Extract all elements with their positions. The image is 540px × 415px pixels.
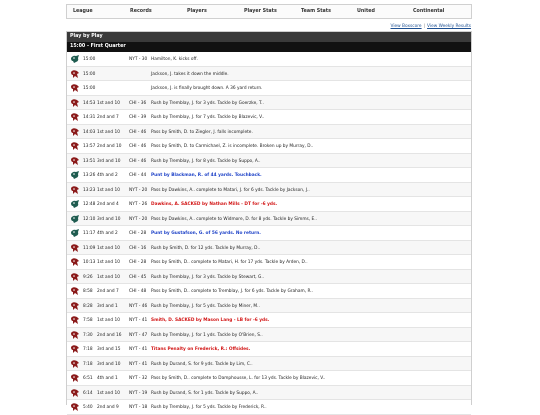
chi-team-logo-icon [70,127,80,137]
play-time: 12:48 [83,202,96,207]
nav-league[interactable]: League [73,9,93,14]
play-row [67,197,471,212]
chi-team-logo-icon [70,330,80,340]
play-description: Rush by Durand, S. for 9 yds. Tackle by Lim, C.. [151,361,253,367]
play-down: 1st and 10 [97,318,120,323]
play-time: 7:58 [83,318,93,323]
play-row [67,299,471,314]
play-down: 2nd and 7 [97,289,119,294]
chi-team-logo-icon [70,359,80,369]
play-time: 13:57 [83,144,96,149]
play-spot: NYT - 41 [129,318,148,323]
chi-team-logo-icon [70,286,80,296]
play-time: 12:10 [83,216,96,222]
play-down: 3rd and 15 [97,347,121,352]
play-row [67,110,471,125]
play-spot: CHI - 46 [129,144,147,149]
chi-team-logo-icon [70,243,80,253]
chi-team-logo-icon [70,388,80,398]
play-description: Rush by Tremblay, J. for 3 yds. Tackle by Goerzke, T.. [151,100,264,106]
play-description: Pass by Dawkins, A.. complete to Widmore, D. for 8 yds. Tackle by Simms, E.. [151,216,317,222]
play-time: 14:53 [83,100,96,106]
chi-team-logo-icon [70,141,80,151]
play-down: 4th and 2 [97,231,118,236]
nyt-team-logo-icon [70,54,80,64]
play-spot: NYT - 47 [129,332,148,338]
play-down: 1st and 10 [97,129,120,135]
play-spot: CHI - 44 [129,173,147,178]
quarter-title: 15:00 - First Quarter [67,42,471,52]
play-time: 15:00 [83,86,96,91]
nav-player-stats[interactable]: Player Stats [244,9,277,14]
play-description: Pass by Smith, D.. complete to Damphousse, L. for 13 yds. Tackle by Blazevic, V.. [151,376,326,381]
play-description: Rush by Tremblay, J. for 8 yds. Tackle by Suppo, A.. [151,158,261,164]
play-spot: CHI - 46 [129,158,147,164]
nav-team-stats[interactable]: Team Stats [301,9,331,14]
chi-team-logo-icon [70,69,80,79]
chi-team-logo-icon [70,185,80,195]
play-time: 6:14 [83,390,93,396]
nyt-team-logo-icon [70,214,80,224]
play-time: 15:00 [83,71,96,77]
play-time: 9:26 [83,274,93,280]
play-row [67,81,471,96]
chi-team-logo-icon [70,344,80,354]
play-time: 7:18 [83,361,93,367]
play-row [67,313,471,328]
play-down: 2nd and 7 [97,115,119,120]
play-down: 1st and 10 [97,390,120,396]
play-description: Dawkins, A. SACKED by Nathan Mills - DT for -6 yds. [151,202,278,207]
play-row [67,400,471,415]
play-time: 7:18 [83,347,93,352]
play-description: Rush by Tremblay, J. for 5 yds. Tackle by Miner, M.. [151,303,260,309]
play-row [67,168,471,183]
play-down: 3rd and 1 [97,303,118,309]
play-spot: CHI - 36 [129,100,147,106]
play-row [67,255,471,270]
play-down: 1st and 10 [97,100,120,106]
play-spot: CHI - 16 [129,245,147,251]
play-description: Titans Penalty on Frederick, R.: Offsides. [151,347,251,352]
play-time: 15:00 [83,57,96,62]
play-down: 3rd and 10 [97,158,121,164]
play-row [67,270,471,285]
nav-united[interactable]: United [357,9,375,14]
play-spot: CHI - 28 [129,260,147,265]
play-row [67,183,471,198]
play-time: 8:58 [83,289,93,294]
play-row [67,357,471,372]
play-row [67,139,471,154]
result-links [390,24,471,29]
chi-team-logo-icon [70,98,80,108]
play-row [67,328,471,343]
chi-team-logo-icon [70,402,80,412]
play-down: 4th and 2 [97,173,118,178]
play-spot: NYT - 41 [129,347,148,352]
play-description: Pass by Smith, D.. complete to Matari, H. for 17 yds. Tackle by Arden, D.. [151,260,308,265]
nyt-team-logo-icon [70,170,80,180]
play-spot: NYT - 20 [129,216,148,222]
play-down: 2nd and 9 [97,405,119,410]
play-down: 3rd and 10 [97,361,121,367]
play-down: 4th and 1 [97,376,118,381]
play-description: Pass by Smith, D. to Ziegler, J. falls incomplete. [151,129,253,135]
play-spot: NYT - 19 [129,390,148,396]
chi-team-logo-icon [70,156,80,166]
play-down: 3rd and 10 [97,216,121,222]
nyt-team-logo-icon [70,199,80,209]
play-row [67,386,471,401]
play-spot: CHI - 46 [129,129,147,135]
play-description: Smith, D. SACKED by Mason Lang - LB for -6 yds. [151,318,270,323]
play-spot: NYT - 18 [129,405,148,410]
play-description: Jackson, J. takes it down the middle. [151,71,229,77]
play-spot: NYT - 32 [129,376,148,381]
play-description: Rush by Tremblay, J. for 5 yds. Tackle by Frederick, R.. [151,405,267,410]
play-row [67,154,471,169]
chi-team-logo-icon [70,272,80,282]
play-time: 6:51 [83,376,93,381]
play-down: 1st and 10 [97,187,120,193]
play-time: 10:13 [83,260,96,265]
top-nav [66,4,472,19]
play-spot: CHI - 48 [129,289,147,294]
play-spot: CHI - 39 [129,115,147,120]
nav-continental[interactable]: Continental [413,9,445,14]
nav-players[interactable]: Players [187,9,207,14]
play-description: Rush by Durand, S. for 1 yds. Tackle by Suppo, A.. [151,390,259,396]
play-down: 1st and 10 [97,245,120,251]
play-time: 5:40 [83,405,93,410]
play-time: 14:31 [83,115,96,120]
chi-team-logo-icon [70,373,80,383]
plays-list [67,52,471,415]
play-spot: NYT - 26 [129,202,148,207]
play-down: 1st and 10 [97,260,120,265]
play-row [67,342,471,357]
play-description: Rush by Tremblay, J. for 7 yds. Tackle by Blazevic, V.. [151,115,265,120]
chi-team-logo-icon [70,83,80,93]
play-down: 2nd and 4 [97,202,119,207]
nav-records[interactable]: Records [130,9,152,14]
chi-team-logo-icon [70,112,80,122]
chi-team-logo-icon [70,301,80,311]
play-time: 14:03 [83,129,96,135]
play-description: Pass by Dawkins, A.. complete to Matari, J. for 6 yds. Tackle by Jackson, J.. [151,187,310,193]
play-description: Punt by Blackman, R. of 44 yards. Touchback. [151,173,262,178]
play-time: 13:23 [83,187,96,193]
play-time: 7:30 [83,332,93,338]
play-row [67,212,471,227]
play-description: Rush by Smith, D. for 12 yds. Tackle by Murray, D.. [151,245,261,251]
play-row [67,241,471,256]
play-row [67,67,471,82]
play-spot: CHI - 45 [129,274,147,280]
play-spot: NYT - 46 [129,303,148,309]
play-description: Rush by Tremblay, J. for 3 yds. Tackle by Stewart, G.. [151,274,265,280]
play-description: Rush by Tremblay, J. for 1 yds. Tackle by O'Brien, S.. [151,332,263,338]
view-weekly-results-link[interactable]: View Weekly Results [427,24,471,29]
play-down: 2nd and 10 [97,144,122,149]
play-by-play-panel [66,31,472,410]
link-separator: | [423,24,426,29]
play-time: 13:26 [83,173,96,178]
chi-team-logo-icon [70,257,80,267]
play-time: 11:09 [83,245,96,251]
play-row [67,96,471,111]
play-row [67,284,471,299]
play-row [67,52,471,67]
play-down: 1st and 10 [97,274,120,280]
play-row [67,226,471,241]
play-time: 11:17 [83,231,96,236]
play-description: Pass by Smith, D. to Carmichael, Z. is incomplete. Broken up by Murray, D.. [151,144,314,149]
chi-team-logo-icon [70,315,80,325]
play-description: Jackson, J. is finally brought down. A 36 yard return. [151,86,263,91]
play-time: 13:51 [83,158,96,164]
panel-title: Play by Play [67,32,471,42]
play-row [67,371,471,386]
view-boxscore-link[interactable]: View Boxscore [390,24,422,29]
play-description: Pass by Smith, D.. complete to Tremblay, J. for 6 yds. Tackle by Graham, R.. [151,289,314,294]
play-row [67,125,471,140]
play-spot: NYT - 30 [129,57,148,62]
play-down: 2nd and 16 [97,332,122,338]
play-description: Punt by Gustafson, G. of 56 yards. No return. [151,231,261,236]
play-description: Hamilton, K. kicks off. [151,57,198,62]
play-spot: NYT - 20 [129,187,148,193]
play-spot: NYT - 41 [129,361,148,367]
play-time: 8:28 [83,303,93,309]
nyt-team-logo-icon [70,228,80,238]
play-spot: CHI - 28 [129,231,147,236]
